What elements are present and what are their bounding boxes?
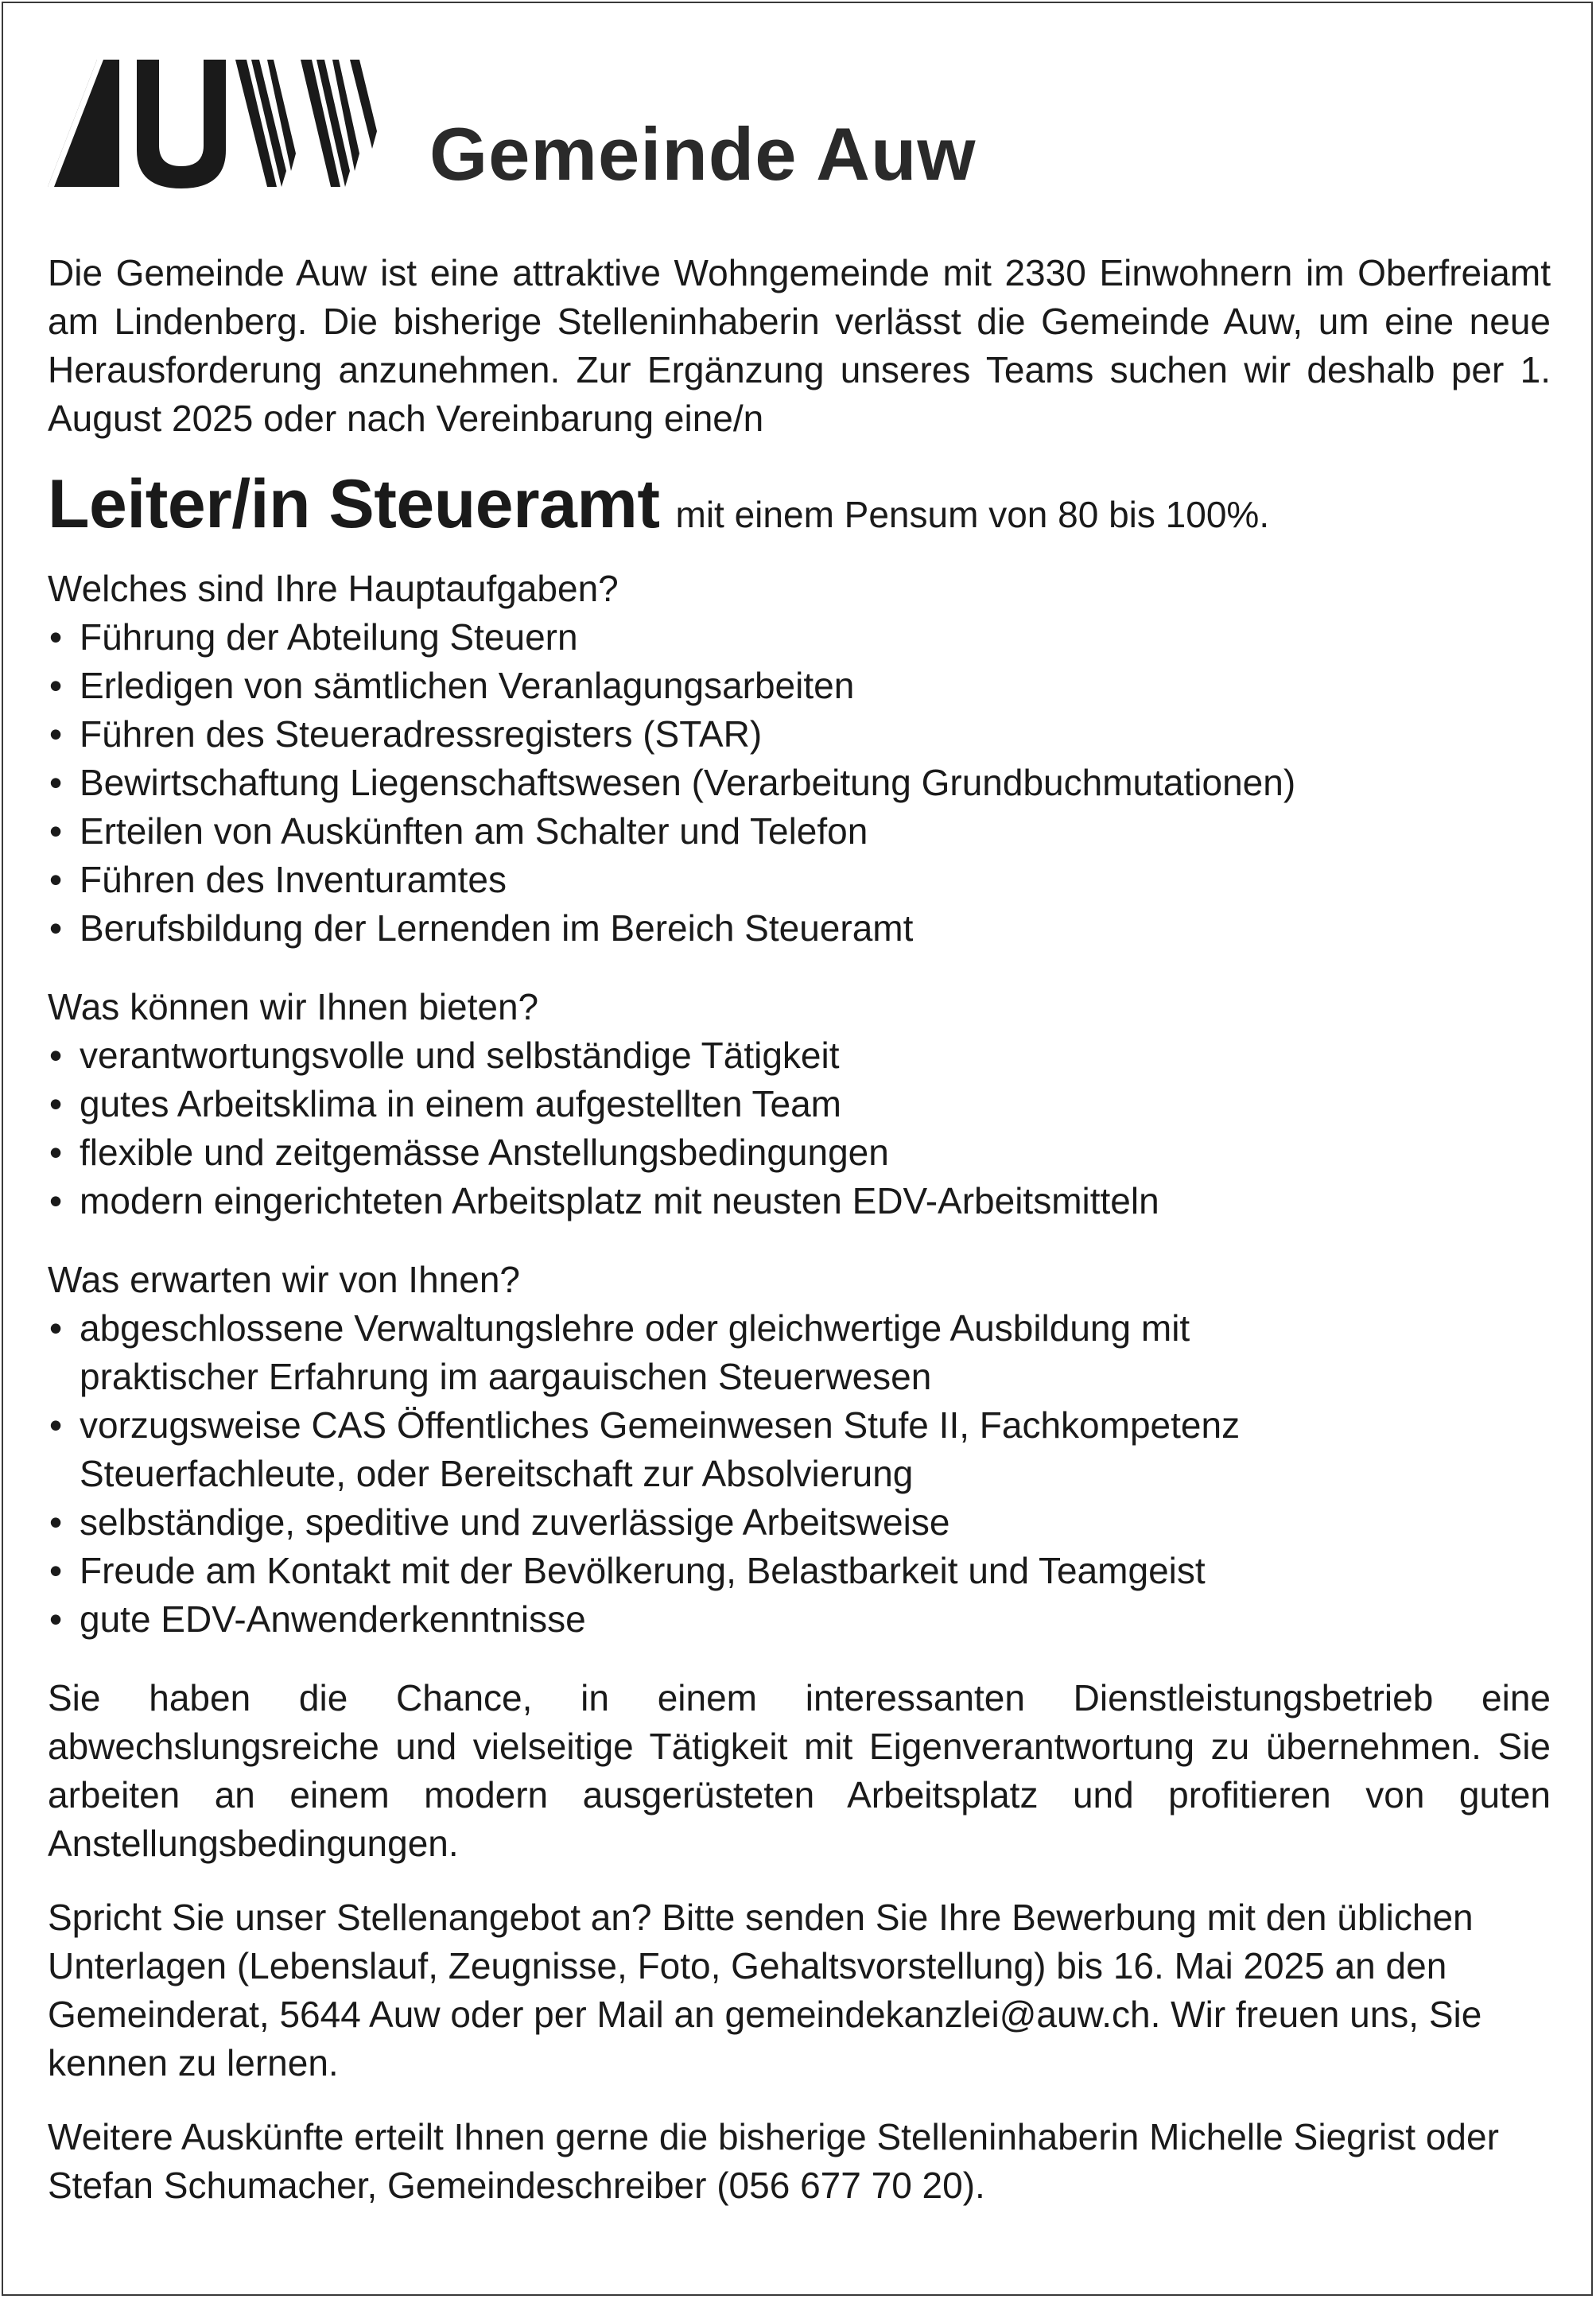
list-item: • verantwortungsvolle und selbständige Tätigkeit xyxy=(48,1031,1551,1080)
list-item: • Führen des Inventuramtes xyxy=(48,856,1551,904)
section-heading: Was können wir Ihnen bieten? xyxy=(48,985,539,1027)
intro-paragraph: Die Gemeinde Auw ist eine attraktive Wohngemeinde mit 2330 Einwohnern im Oberfreiamt am Lindenberg. Die bisherige Stelleninhaberin verlässt die Gemeinde Auw, um eine neue Herausforderung anzunehmen. Zur Ergänzung unseres Teams suchen wir deshalb per 1. August 2025 oder nach Vereinbarung eine/n xyxy=(48,252,1551,439)
list-item: • Bewirtschaftung Liegenschaftswesen (Verarbeitung Grundbuchmutationen) xyxy=(48,759,1551,807)
org-name: Gemeinde Auw xyxy=(429,112,977,196)
auw-logo xyxy=(48,52,382,195)
list-item: • Erledigen von sämtlichen Veranlagungsarbeiten xyxy=(48,662,1551,710)
list-item: • gutes Arbeitsklima in einem aufgestellten Team xyxy=(48,1080,1551,1128)
offer-list xyxy=(48,1031,1551,1225)
chance-paragraph: Sie haben die Chance, in einem interessanten Dienstleistungsbetrieb eine abwechslungsreiche und vielseitige Tätigkeit mit Eigenverantwortung zu übernehmen. Sie arbeiten an einem modern ausgerüsteten Arbeitsplatz und profitieren von guten Anstellungsbedingungen. xyxy=(48,1676,1551,1864)
list-item: • flexible und zeitgemässe Anstellungsbedingungen xyxy=(48,1128,1551,1177)
section-tasks xyxy=(48,565,1551,953)
header xyxy=(48,48,1551,195)
job-title-line xyxy=(48,467,1551,542)
contact-paragraph: Weitere Auskünfte erteilt Ihnen gerne die bisherige Stelleninhaberin Michelle Siegrist oder Stefan Schumacher, Gemeindeschreiber (056 677 70 20). xyxy=(48,2115,1499,2206)
job-pensum: mit einem Pensum von 80 bis 100%. xyxy=(675,494,1270,535)
list-item: • modern eingerichteten Arbeitsplatz mit neusten EDV-Arbeitsmitteln xyxy=(48,1177,1551,1225)
job-title: Leiter/in Steueramt xyxy=(48,466,660,542)
application-paragraph: Spricht Sie unser Stellenangebot an? Bitte senden Sie Ihre Bewerbung mit den üblichen Unterlagen (Lebenslauf, Zeugnisse, Foto, Gehaltsvorstellung) bis 16. Mai 2025 an den Gemeinderat, 5644 Auw oder per Mail an gemeindekanzlei@auw.ch. Wir freuen uns, Sie kennen zu lernen. xyxy=(48,1896,1482,2083)
list-item: • gute EDV-Anwenderkenntnisse xyxy=(48,1595,1431,1644)
job-ad xyxy=(48,48,1551,2235)
section-heading: Welches sind Ihre Hauptaufgaben? xyxy=(48,567,619,609)
list-item: • selbständige, speditive und zuverlässige Arbeitsweise xyxy=(48,1498,1431,1547)
list-item: • Berufsbildung der Lernenden im Bereich Steueramt xyxy=(48,904,1551,953)
list-item: • Führung der Abteilung Steuern xyxy=(48,613,1551,662)
task-list xyxy=(48,613,1551,953)
section-requirements xyxy=(48,1256,1551,1644)
section-heading: Was erwarten wir von Ihnen? xyxy=(48,1258,521,1300)
list-item: • abgeschlossene Verwaltungslehre oder gleichwertige Ausbildung mit praktischer Erfahrung im aargauischen Steuerwesen xyxy=(48,1304,1336,1401)
list-item: • Freude am Kontakt mit der Bevölkerung, Belastbarkeit und Teamgeist xyxy=(48,1547,1431,1595)
list-item: • vorzugsweise CAS Öffentliches Gemeinwesen Stufe II, Fachkompetenz Steuerfachleute, oder Bereitschaft zur Absolvierung xyxy=(48,1401,1487,1498)
section-offer xyxy=(48,983,1551,1225)
requirements-list xyxy=(48,1304,1431,1644)
list-item: • Erteilen von Auskünften am Schalter und Telefon xyxy=(48,807,1551,856)
list-item: • Führen des Steueradressregisters (STAR) xyxy=(48,710,1551,759)
